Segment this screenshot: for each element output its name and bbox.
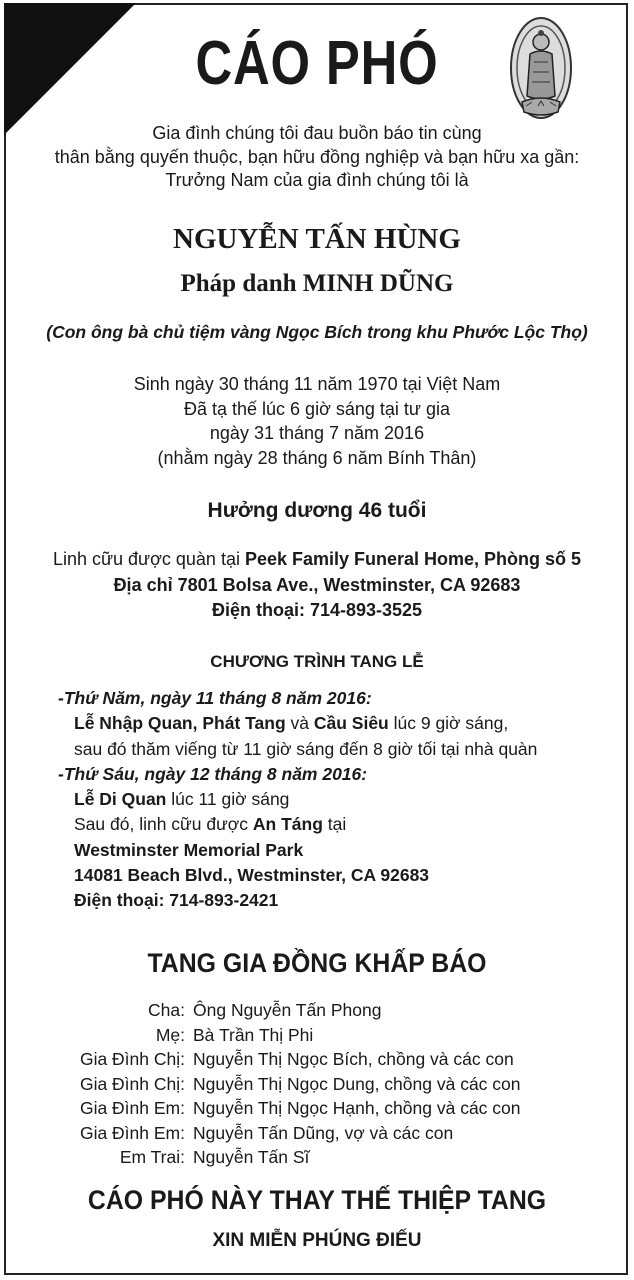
cemetery-address: 14081 Beach Blvd., Westminster, CA 92683 <box>74 865 430 886</box>
funeral-phone: Điện thoại: 714-893-3525 <box>211 600 423 620</box>
funeral-schedule <box>58 686 618 914</box>
cemetery-name: Westminster Memorial Park <box>74 839 304 860</box>
life-dates <box>0 372 634 470</box>
deceased-name: NGUYỄN TẤN HÙNG <box>173 223 461 255</box>
parents-note: (Con ông bà chủ tiệm vàng Ngọc Bích trong khu Phước Lộc Thọ) <box>46 322 588 342</box>
intro-text <box>0 122 634 193</box>
age-line: Hưởng dương 46 tuổi <box>207 499 427 522</box>
footer-notice: CÁO PHÓ NÀY THAY THẾ THIỆP TANG <box>87 1185 547 1215</box>
schedule-item: Lễ Di Quan lúc 11 giờ sáng <box>74 789 290 810</box>
list-item: Mẹ: Bà Trần Thị Phi <box>155 1024 314 1045</box>
list-item: Gia Đình Em: Nguyễn Tấn Dũng, vợ và các con <box>79 1122 454 1143</box>
intro-line: Trưởng Nam của gia đình chúng tôi là <box>165 170 469 190</box>
list-item: Em Trai: Nguyễn Tấn Sĩ <box>119 1147 310 1167</box>
schedule-day: -Thứ Sáu, ngày 12 tháng 8 năm 2016: <box>58 763 368 784</box>
intro-line: thân bằng quyến thuộc, bạn hữu đồng nghiệp và bạn hữu xa gần: <box>54 146 580 167</box>
funeral-home-info <box>0 547 634 624</box>
date-line: ngày 31 tháng 7 năm 2016 <box>209 423 425 443</box>
footer-subnotice: XIN MIỄN PHÚNG ĐIẾU <box>212 1230 422 1251</box>
funeral-home-line: Linh cữu được quàn tại Peek Family Funeral Home, Phòng số 5 <box>52 549 582 569</box>
program-title: CHƯƠNG TRÌNH TANG LỄ <box>210 652 424 671</box>
date-line: Sinh ngày 30 tháng 11 năm 1970 tại Việt Nam <box>133 374 501 394</box>
family-title: TANG GIA ĐỒNG KHẤP BÁO <box>147 948 487 978</box>
page-title: CÁO PHÓ <box>195 29 439 98</box>
relatives-list <box>0 998 634 1170</box>
schedule-item: sau đó thăm viếng từ 11 giờ sáng đến 8 giờ tối tại nhà quàn <box>74 738 538 759</box>
schedule-item: Lễ Nhập Quan, Phát Tang và Cầu Siêu lúc 9 giờ sáng, <box>74 713 509 734</box>
date-line: (nhằm ngày 28 tháng 6 năm Bính Thân) <box>157 447 477 468</box>
schedule-item: Sau đó, linh cữu được An Táng tại <box>74 814 347 835</box>
funeral-address: Địa chỉ 7801 Bolsa Ave., Westminster, CA 92683 <box>113 574 521 595</box>
intro-line: Gia đình chúng tôi đau buồn báo tin cùng <box>152 123 482 143</box>
list-item: Gia Đình Chị: Nguyễn Thị Ngọc Dung, chồng và các con <box>79 1073 521 1094</box>
list-item: Gia Đình Chị: Nguyễn Thị Ngọc Bích, chồng và các con <box>79 1049 514 1069</box>
date-line: Đã tạ thế lúc 6 giờ sáng tại tư gia <box>183 398 450 419</box>
schedule-day: -Thứ Năm, ngày 11 tháng 8 năm 2016: <box>58 688 372 708</box>
cemetery-phone: Điện thoại: 714-893-2421 <box>74 890 279 911</box>
list-item: Gia Đình Em: Nguyễn Thị Ngọc Hạnh, chồng và các con <box>79 1098 521 1118</box>
dharma-name: Pháp danh MINH DŨNG <box>180 270 454 297</box>
list-item: Cha: Ông Nguyễn Tấn Phong <box>148 1000 382 1020</box>
